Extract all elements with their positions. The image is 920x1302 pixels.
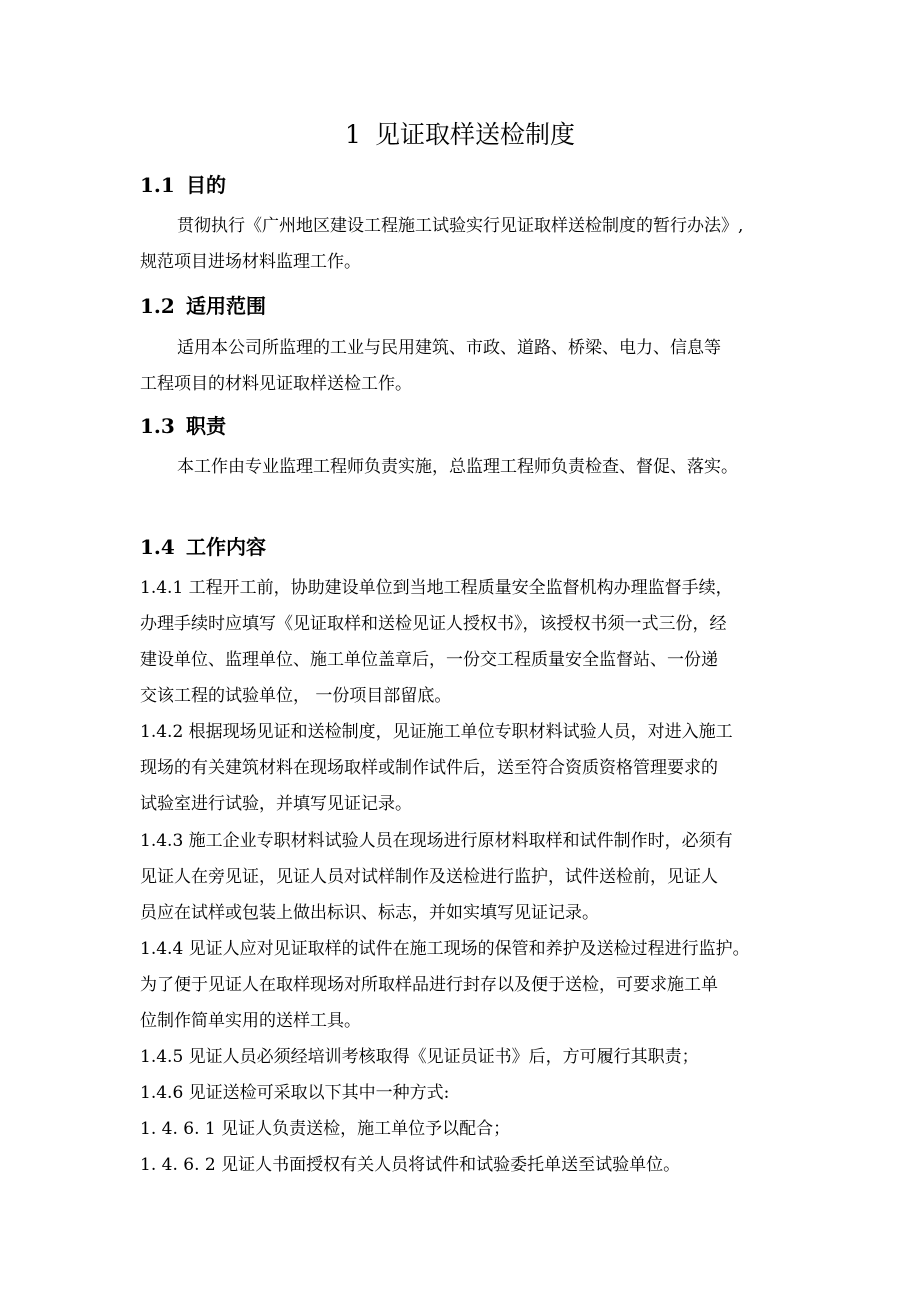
section-number: 1.1 (140, 173, 175, 197)
section-title: 目的 (186, 173, 226, 197)
paragraph-line: 规范项目进场材料监理工作。 (140, 252, 361, 272)
paragraph-line: 位制作简单实用的送样工具。 (140, 1011, 361, 1031)
section-heading-scope (140, 292, 266, 320)
paragraph-line: 1. 4. 6. 2 见证人书面授权有关人员将试件和试验委托单送至试验单位。 (140, 1155, 681, 1175)
paragraph-line: 本工作由专业监理工程师负责实施，总监理工程师负责检查、督促、落实。 (177, 457, 738, 477)
section-title: 适用范围 (186, 294, 266, 318)
paragraph-line: 交该工程的试验单位， 一份项目部留底。 (140, 686, 452, 706)
paragraph-line: 贯彻执行《广州地区建设工程施工试验实行见证取样送检制度的暂行办法》, (177, 216, 744, 236)
title-number: 1 (345, 120, 361, 149)
paragraph-line: 为了便于见证人在取样现场对所取样品进行封存以及便于送检，可要求施工单 (140, 975, 718, 995)
paragraph-line: 试验室进行试验，并填写见证记录。 (140, 794, 412, 814)
paragraph-line: 1. 4. 6. 1 见证人负责送检，施工单位予以配合； (140, 1119, 511, 1139)
section-heading-work-content (140, 533, 266, 561)
section-heading-purpose (140, 171, 226, 199)
paragraph-line: 1.4.5 见证人员必须经培训考核取得《见证员证书》后，方可履行其职责； (140, 1047, 699, 1067)
paragraph-line: 1.4.6 见证送检可采取以下其中一种方式: (140, 1083, 450, 1103)
paragraph-line: 办理手续时应填写《见证取样和送检见证人授权书》，该授权书须一式三份，经 (140, 614, 727, 634)
title-text: 见证取样送检制度 (374, 120, 575, 149)
section-title: 工作内容 (186, 535, 266, 559)
paragraph-line: 见证人在旁见证，见证人员对试样制作及送检进行监护，试件送检前，见证人 (140, 867, 718, 887)
paragraph-line: 1.4.1 工程开工前，协助建设单位到当地工程质量安全监督机构办理监督手续， (140, 578, 733, 598)
paragraph-line: 现场的有关建筑材料在现场取样或制作试件后，送至符合资质资格管理要求的 (140, 758, 718, 778)
paragraph-line: 工程项目的材料见证取样送检工作。 (140, 374, 412, 394)
paragraph-line: 建设单位、监理单位、施工单位盖章后，一份交工程质量安全监督站、一份递 (140, 650, 718, 670)
document-title (0, 118, 920, 152)
paragraph-line: 1.4.3 施工企业专职材料试验人员在现场进行原材料取样和试件制作时，必须有 (140, 831, 733, 851)
section-number: 1.2 (140, 294, 175, 318)
paragraph-line: 1.4.2 根据现场见证和送检制度，见证施工单位专职材料试验人员，对进入施工 (140, 722, 733, 742)
section-heading-responsibility (140, 412, 226, 440)
section-title: 职责 (186, 414, 226, 438)
paragraph-line: 员应在试样或包装上做出标识、标志，并如实填写见证记录。 (140, 903, 599, 923)
paragraph-line: 1.4.4 见证人应对见证取样的试件在施工现场的保管和养护及送检过程进行监护。 (140, 939, 750, 959)
paragraph-line: 适用本公司所监理的工业与民用建筑、市政、道路、桥梁、电力、信息等 (177, 338, 721, 358)
section-number: 1.3 (140, 414, 175, 438)
section-number: 1.4 (140, 535, 175, 559)
